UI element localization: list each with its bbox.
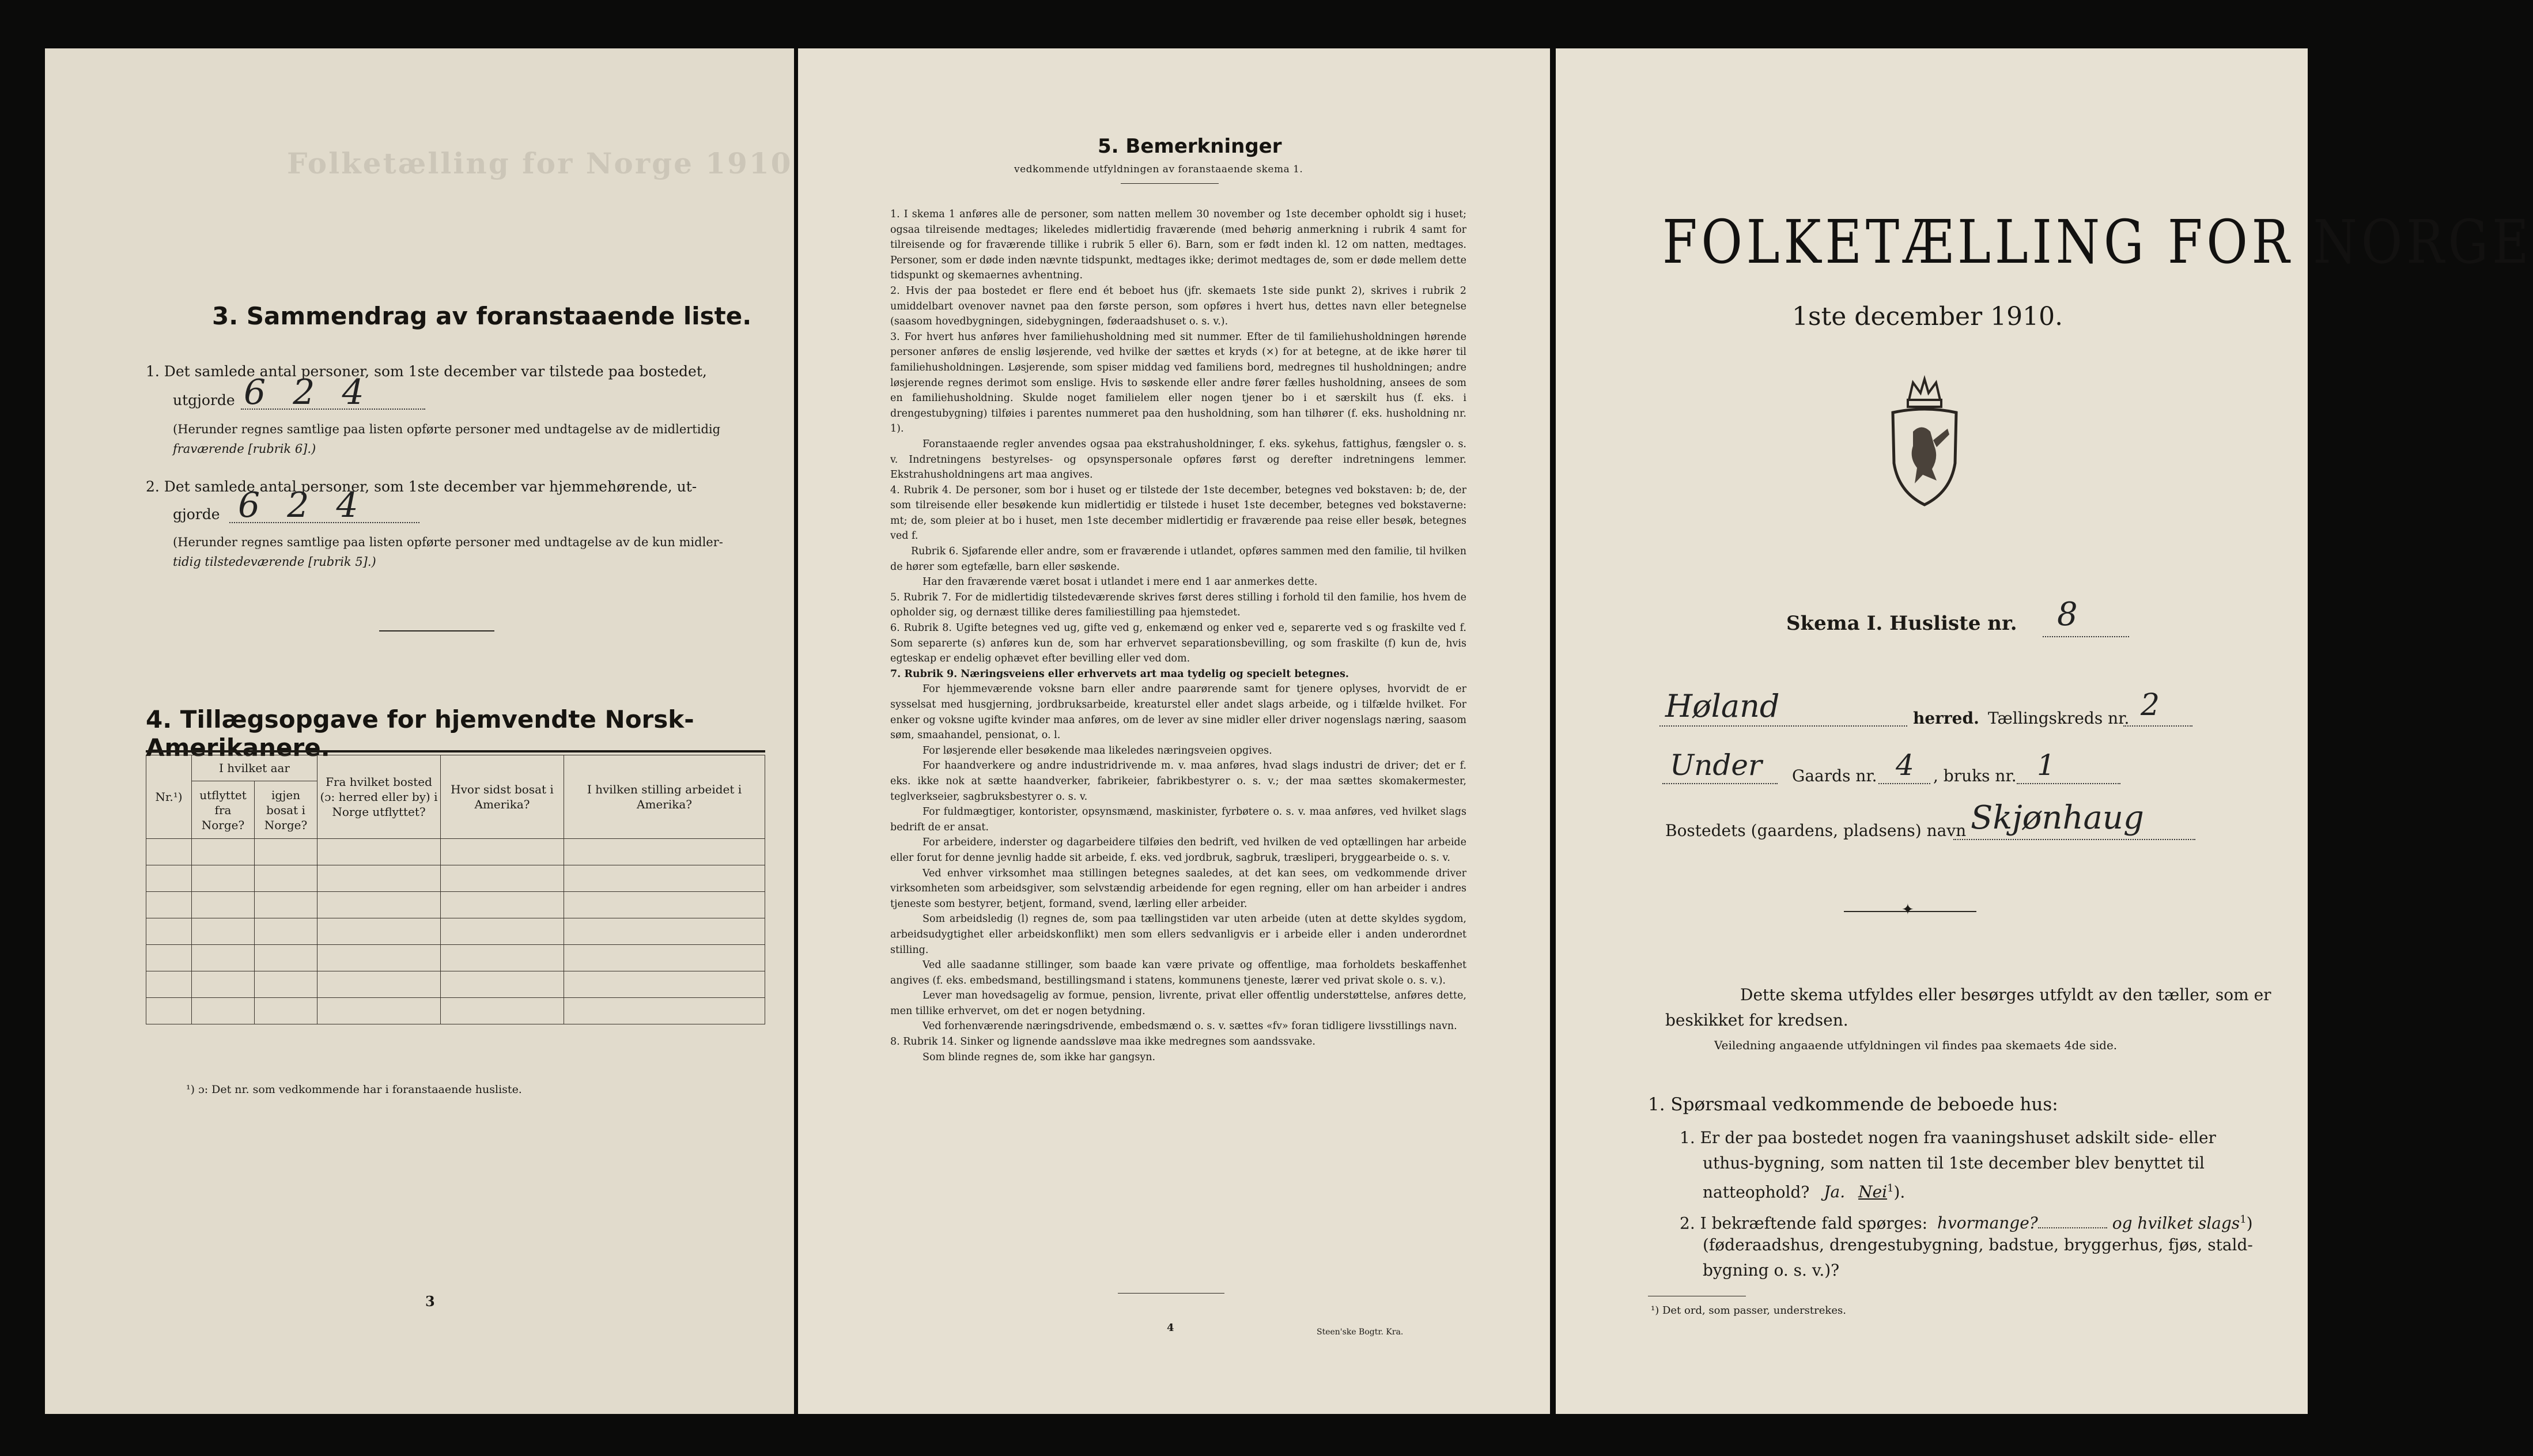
middle-page xyxy=(798,48,1550,1414)
answer-nei: Nei xyxy=(1858,1182,1888,1202)
coat-of-arms-icon xyxy=(1881,377,1968,509)
section5-title: 5. Bemerkninger xyxy=(1098,135,1282,158)
remark-paragraph: Foranstaaende regler anvendes ogsaa paa ekstrahusholdninger, f. eks. sykehus, fattighus, fængsler o. s. v. Indretningens bestyrelses- og opsynspersonale opføres først og derefter indretningens lemmer. Ekstrahusholdningens art maa angives. xyxy=(890,438,1466,481)
remarks-text xyxy=(890,207,1466,1065)
q1-hvilket-slags: og hvilket slags xyxy=(2112,1213,2240,1233)
bosted-value: Skjønhaug xyxy=(1971,799,2144,837)
item1-note-2: fraværende [rubrik 6].) xyxy=(173,442,316,456)
answer-ja: Ja. xyxy=(1824,1182,1846,1202)
q1-item2-line2: (føderaadshus, drengestubygning, badstue, bryggerhus, fjøs, stald- xyxy=(1703,1235,2253,1254)
kreds-dotline xyxy=(2123,725,2192,727)
q1-item1-line1: 1. Er der paa bostedet nogen fra vaaningshuset adskilt side- eller xyxy=(1680,1128,2216,1147)
remark-paragraph: 7. Rubrik 9. Næringsveiens eller erhvervets art maa tydelig og specielt betegnes. xyxy=(890,668,1349,680)
remark-paragraph: For løsjerende eller besøkende maa likeledes næringsveien opgives. xyxy=(923,744,1272,757)
item1-utgjorde-label: utgjorde xyxy=(173,392,235,409)
remark-paragraph: 5. Rubrik 7. For de midlertidig tilstedeværende skrives først deres stilling i forhold til den familie, hos hvem de opholder sig, og dernæst tillike deres familiestilling paa hjemstedet. xyxy=(890,591,1466,619)
remark-paragraph: Som blinde regnes de, som ikke har gangsyn. xyxy=(923,1051,1156,1063)
table-row xyxy=(146,865,765,892)
herred-label: herred. xyxy=(1913,709,1979,728)
remark-paragraph: Ved alle saadanne stillinger, som baade kan være private og offentlige, maa forholdets beskaffenhet angives (f. eks. embedsmand, bestillingsmand i statens, kommunens tjeneste, lærer ved privat skole o. s. v.). xyxy=(890,959,1466,986)
form-title: FOLKETÆLLING FOR NORGE xyxy=(1662,207,2533,277)
item2-value: 6 2 4 xyxy=(238,485,366,525)
q1-item2-line1: 2. I bekræftende fald spørges: hvormange? og hvilket slags$^1$) xyxy=(1680,1213,2253,1233)
kreds-value: 2 xyxy=(2141,688,2160,723)
page-number: 4 xyxy=(1167,1322,1174,1334)
husliste-dotline xyxy=(2043,636,2129,637)
natteophold-text: natteophold? xyxy=(1703,1182,1810,1202)
table-row xyxy=(146,971,765,998)
gaard-prefix: Under xyxy=(1670,748,1762,782)
gaard-prefix-dotline xyxy=(1662,783,1778,784)
q1-item2-lead: 2. I bekræftende fald spørges: xyxy=(1680,1213,1928,1233)
th-group: I hvilket aar xyxy=(192,755,317,781)
remark-paragraph: For haandverkere og andre industridrivende m. v. maa anføres, hvad slags industri de driver; det er f. eks. ikke nok at sætte haandverker, fabrikeier, fabrikbestyrer o. s. v.; der maa sættes skomakermester, teglverkseier, sagbruksbestyrer o. s. v. xyxy=(890,760,1466,803)
bruks-label: , bruks nr. xyxy=(1933,766,2017,785)
item2-utgjorde-label: gjorde xyxy=(173,506,220,523)
herred-value: Høland xyxy=(1665,688,1780,724)
remark-paragraph: Ved enhver virksomhet maa stillingen betegnes saaledes, at det kan sees, om vedkommende driver virksomheten som arbeidsgiver, som selvstændig arbeidende for egen regning, eller om han arbeider i andres tjeneste som bestyrer, betjent, formand, svend, lærling eller arbeider. xyxy=(890,867,1466,910)
printer-mark: Steen'ske Bogtr. Kra. xyxy=(1317,1328,1404,1337)
table-row xyxy=(146,945,765,971)
item1-dotline xyxy=(241,409,425,410)
th-bosted: Fra hvilket bosted (ɔ: herred eller by) i Norge utflyttet? xyxy=(317,755,441,839)
table-row xyxy=(146,998,765,1024)
section3-title: 3. Sammendrag av foranstaaende liste. xyxy=(212,302,752,330)
item1-value: 6 2 4 xyxy=(244,372,372,413)
remark-paragraph: For hjemmeværende voksne barn eller andre paarørende samt for tjenere oplyses, hvorvidt de er sysselsat med husgjerning, jordbruksarbeide, kreaturstel eller andet slags arbeide, og i tilfælde hvilket. For enker og voksne ugifte kvinder maa anføres, om de lever av sine midler eller driver nogenslags næring, saasom søm, smaahandel, pensionat, o. l. xyxy=(890,683,1466,742)
table-row xyxy=(146,839,765,865)
subtitle-rule xyxy=(1121,183,1219,184)
ornament-icon: ✦ xyxy=(1901,901,1914,918)
gaards-dotline xyxy=(1878,783,1930,784)
item1-line: 1. Det samlede antal personer, som 1ste december var tilstede paa bostedet, xyxy=(146,363,707,380)
page-number: 3 xyxy=(425,1293,435,1310)
item1-note-1: (Herunder regnes samtlige paa listen opførte personer med undtagelse av de midlertidig xyxy=(173,422,721,436)
bruks-dotline xyxy=(2017,783,2120,784)
instruction-line-1: Dette skema utfyldes eller besørges utfyldt av den tæller, som er xyxy=(1740,985,2271,1004)
section5-subtitle: vedkommende utfyldningen av foranstaaende skema 1. xyxy=(1014,164,1303,175)
item2-dotline xyxy=(229,522,419,523)
bruks-value: 1 xyxy=(2037,748,2055,782)
item2-note-1: (Herunder regnes samtlige paa listen opførte personer med undtagelse av de kun midler- xyxy=(173,535,723,549)
q1-title: 1. Spørsmaal vedkommende de beboede hus: xyxy=(1648,1094,2058,1115)
table-top-rule xyxy=(146,750,765,752)
kreds-label: Tællingskreds nr. xyxy=(1988,709,2130,728)
remark-paragraph: 4. Rubrik 4. De personer, som bor i huset og er tilstede der 1ste december, betegnes ved bokstaven: b; de, der som tilreisende eller besøkende kun midlertidig er tilstede i huset 1ste december, betegnes ved bokstaverne: mt; de, som pleier at bo i huset, men 1ste december midlertidig er fraværende paa reise eller besøk, betegnes ved f. xyxy=(890,484,1466,542)
th-amerika: Hvor sidst bosat i Amerika? xyxy=(441,755,564,839)
instruction-line-2: beskikket for kredsen. xyxy=(1665,1011,1848,1030)
th-stilling: I hvilken stilling arbeidet i Amerika? xyxy=(564,755,765,839)
right-footnote: ¹) Det ord, som passer, understrekes. xyxy=(1651,1304,1846,1317)
q1-hvormange: hvormange? xyxy=(1937,1213,2038,1233)
q1-item2-line3: bygning o. s. v.)? xyxy=(1703,1261,1840,1280)
bosted-label: Bostedets (gaardens, pladsens) navn xyxy=(1665,821,1967,840)
remark-paragraph: Har den fraværende været bosat i utlandet i mere end 1 aar anmerkes dette. xyxy=(923,576,1318,588)
th-nr: Nr.¹) xyxy=(146,755,192,839)
section4-title: 4. Tillægsopgave for hjemvendte Norsk-Amerikanere. xyxy=(146,705,694,762)
veiledning-note: Veiledning angaaende utfyldningen vil findes paa skemaets 4de side. xyxy=(1714,1038,2118,1052)
schema-label: Skema I. Husliste nr. xyxy=(1786,612,2017,635)
remark-paragraph: Lever man hovedsagelig av formue, pension, livrente, privat eller offentlig understøttelse, anføres dette, men tillike erhvervet, om det er nogen betydning. xyxy=(890,990,1466,1017)
left-footnote: ¹) ɔ: Det nr. som vedkommende har i foranstaaende husliste. xyxy=(186,1083,522,1096)
bosted-dotline xyxy=(1953,839,2195,840)
bottom-rule xyxy=(1118,1293,1224,1294)
right-page xyxy=(1556,48,2533,1414)
remark-paragraph: For arbeidere, inderster og dagarbeidere tilføies den bedrift, ved hvilken de ved optællingen har arbeide eller forut for denne jevnlig hadde sit arbeide, f. eks. ved jordbruk, sagbruk, træsliperi, bryggearbeide o. s. v. xyxy=(890,837,1466,864)
remark-paragraph: 1. I skema 1 anføres alle de personer, som natten mellem 30 november og 1ste december opholdt sig i huset; ogsaa tilreisende medtages; likeledes midlertidig fraværende (med behørig anmerkning i rubrik 4 samt for tilreisende og for fraværende tillike i rubrik 5 eller 6). Barn, som er født inden kl. 12 om natten, medtages. Personer, som er døde inden nævnte tidspunkt, medtages ikke; derimot medtages de, som er døde mellem dette tidspunkt og skemaernes avhentning. xyxy=(890,209,1466,282)
gaards-label: Gaards nr. xyxy=(1792,766,1877,785)
herred-dotline xyxy=(1659,725,1907,727)
item2-note-2: tidig tilstedeværende [rubrik 5].) xyxy=(173,555,376,569)
remark-paragraph: 2. Hvis der paa bostedet er flere end ét beboet hus (jfr. skemaets 1ste side punkt 2), skrives i rubrik 2 umiddelbart ovenover navnet paa den første person, som opføres i hvert hus, dettes navn eller betegnelse (saasom hovedbygningen, sidebygningen, føderaadshuset o. s. v.). xyxy=(890,285,1466,328)
left-page xyxy=(45,48,794,1414)
remark-paragraph: Rubrik 6. Sjøfarende eller andre, som er fraværende i utlandet, opføres sammen med den familie, til hvilken de hører som egtefælle, barn eller søskende. xyxy=(890,546,1466,573)
table-row xyxy=(146,892,765,918)
remark-paragraph: 3. For hvert hus anføres hver familiehusholdning med sit nummer. Efter de til familiehusholdningen hørende personer anføres de enslig løsjerende, ved hvilke der sættes et kryds (×) for at betegne, at de ikke hører til familiehusholdningen. Løsjerende, som spiser middag ved familiens bord, medregnes til husholdningen; andre løsjerende regnes derimot som enslige. Hvis to søskende eller andre fører fælles husholdning, ansees de som en familiehusholdning. Skulde noget familielem eller nogen tjener bo i et særskilt hus (f. eks. i drengestubygning) tilføies i parentes nummeret paa den husholdning, som han tilhører (f. eks. husholdning nr. 1). xyxy=(890,331,1466,435)
remark-paragraph: 8. Rubrik 14. Sinker og lignende aandssløve maa ikke medregnes som aandssvake. xyxy=(890,1036,1315,1048)
form-date: 1ste december 1910. xyxy=(1792,302,2063,331)
q1-item1-line2: uthus-bygning, som natten til 1ste december blev benyttet til xyxy=(1703,1154,2205,1173)
remark-paragraph: Ved forhenværende næringsdrivende, embedsmænd o. s. v. sættes «fv» foran tidligere livsstillings navn. xyxy=(923,1020,1457,1033)
norsk-amerikanere-table xyxy=(146,755,765,1024)
item2-line: 2. Det samlede antal personer, som 1ste december var hjemmehørende, ut- xyxy=(146,478,697,495)
th-utflyttet: utflyttet fra Norge? xyxy=(192,781,255,839)
husliste-nr: 8 xyxy=(2057,596,2078,633)
remark-paragraph: 6. Rubrik 8. Ugifte betegnes ved ug, gifte ved g, enkemænd og enker ved e, separerte ved s og fraskilte ved f. Som separerte (s) anføres kun de, som har erhvervet separationsbevilling, og som fraskilte (f) kun de, hvis egteskap er endelig ophævet efter bevilling eller ved dom. xyxy=(890,622,1466,665)
table-row xyxy=(146,918,765,945)
gaards-value: 4 xyxy=(1896,748,1914,782)
th-igjen: igjen bosat i Norge? xyxy=(255,781,317,839)
remark-paragraph: For fuldmægtiger, kontorister, opsynsmænd, maskinister, fyrbøtere o. s. v. maa anføres, ved hvilket slags bedrift de er ansat. xyxy=(890,806,1466,833)
bleed-through-header: Folketælling for Norge 1910 xyxy=(287,146,793,180)
separator-rule xyxy=(379,630,494,631)
q1-item1-line3: natteophold? Ja. Nei$^1$). xyxy=(1703,1182,1906,1202)
remark-paragraph: Som arbeidsledig (l) regnes de, som paa tællingstiden var uten arbeide (uten at dette skyldes sygdom, arbeidsudygtighet eller arbeidskonflikt) men som ellers sedvanligvis er i arbeide eller i anden underordnet stilling. xyxy=(890,913,1466,956)
